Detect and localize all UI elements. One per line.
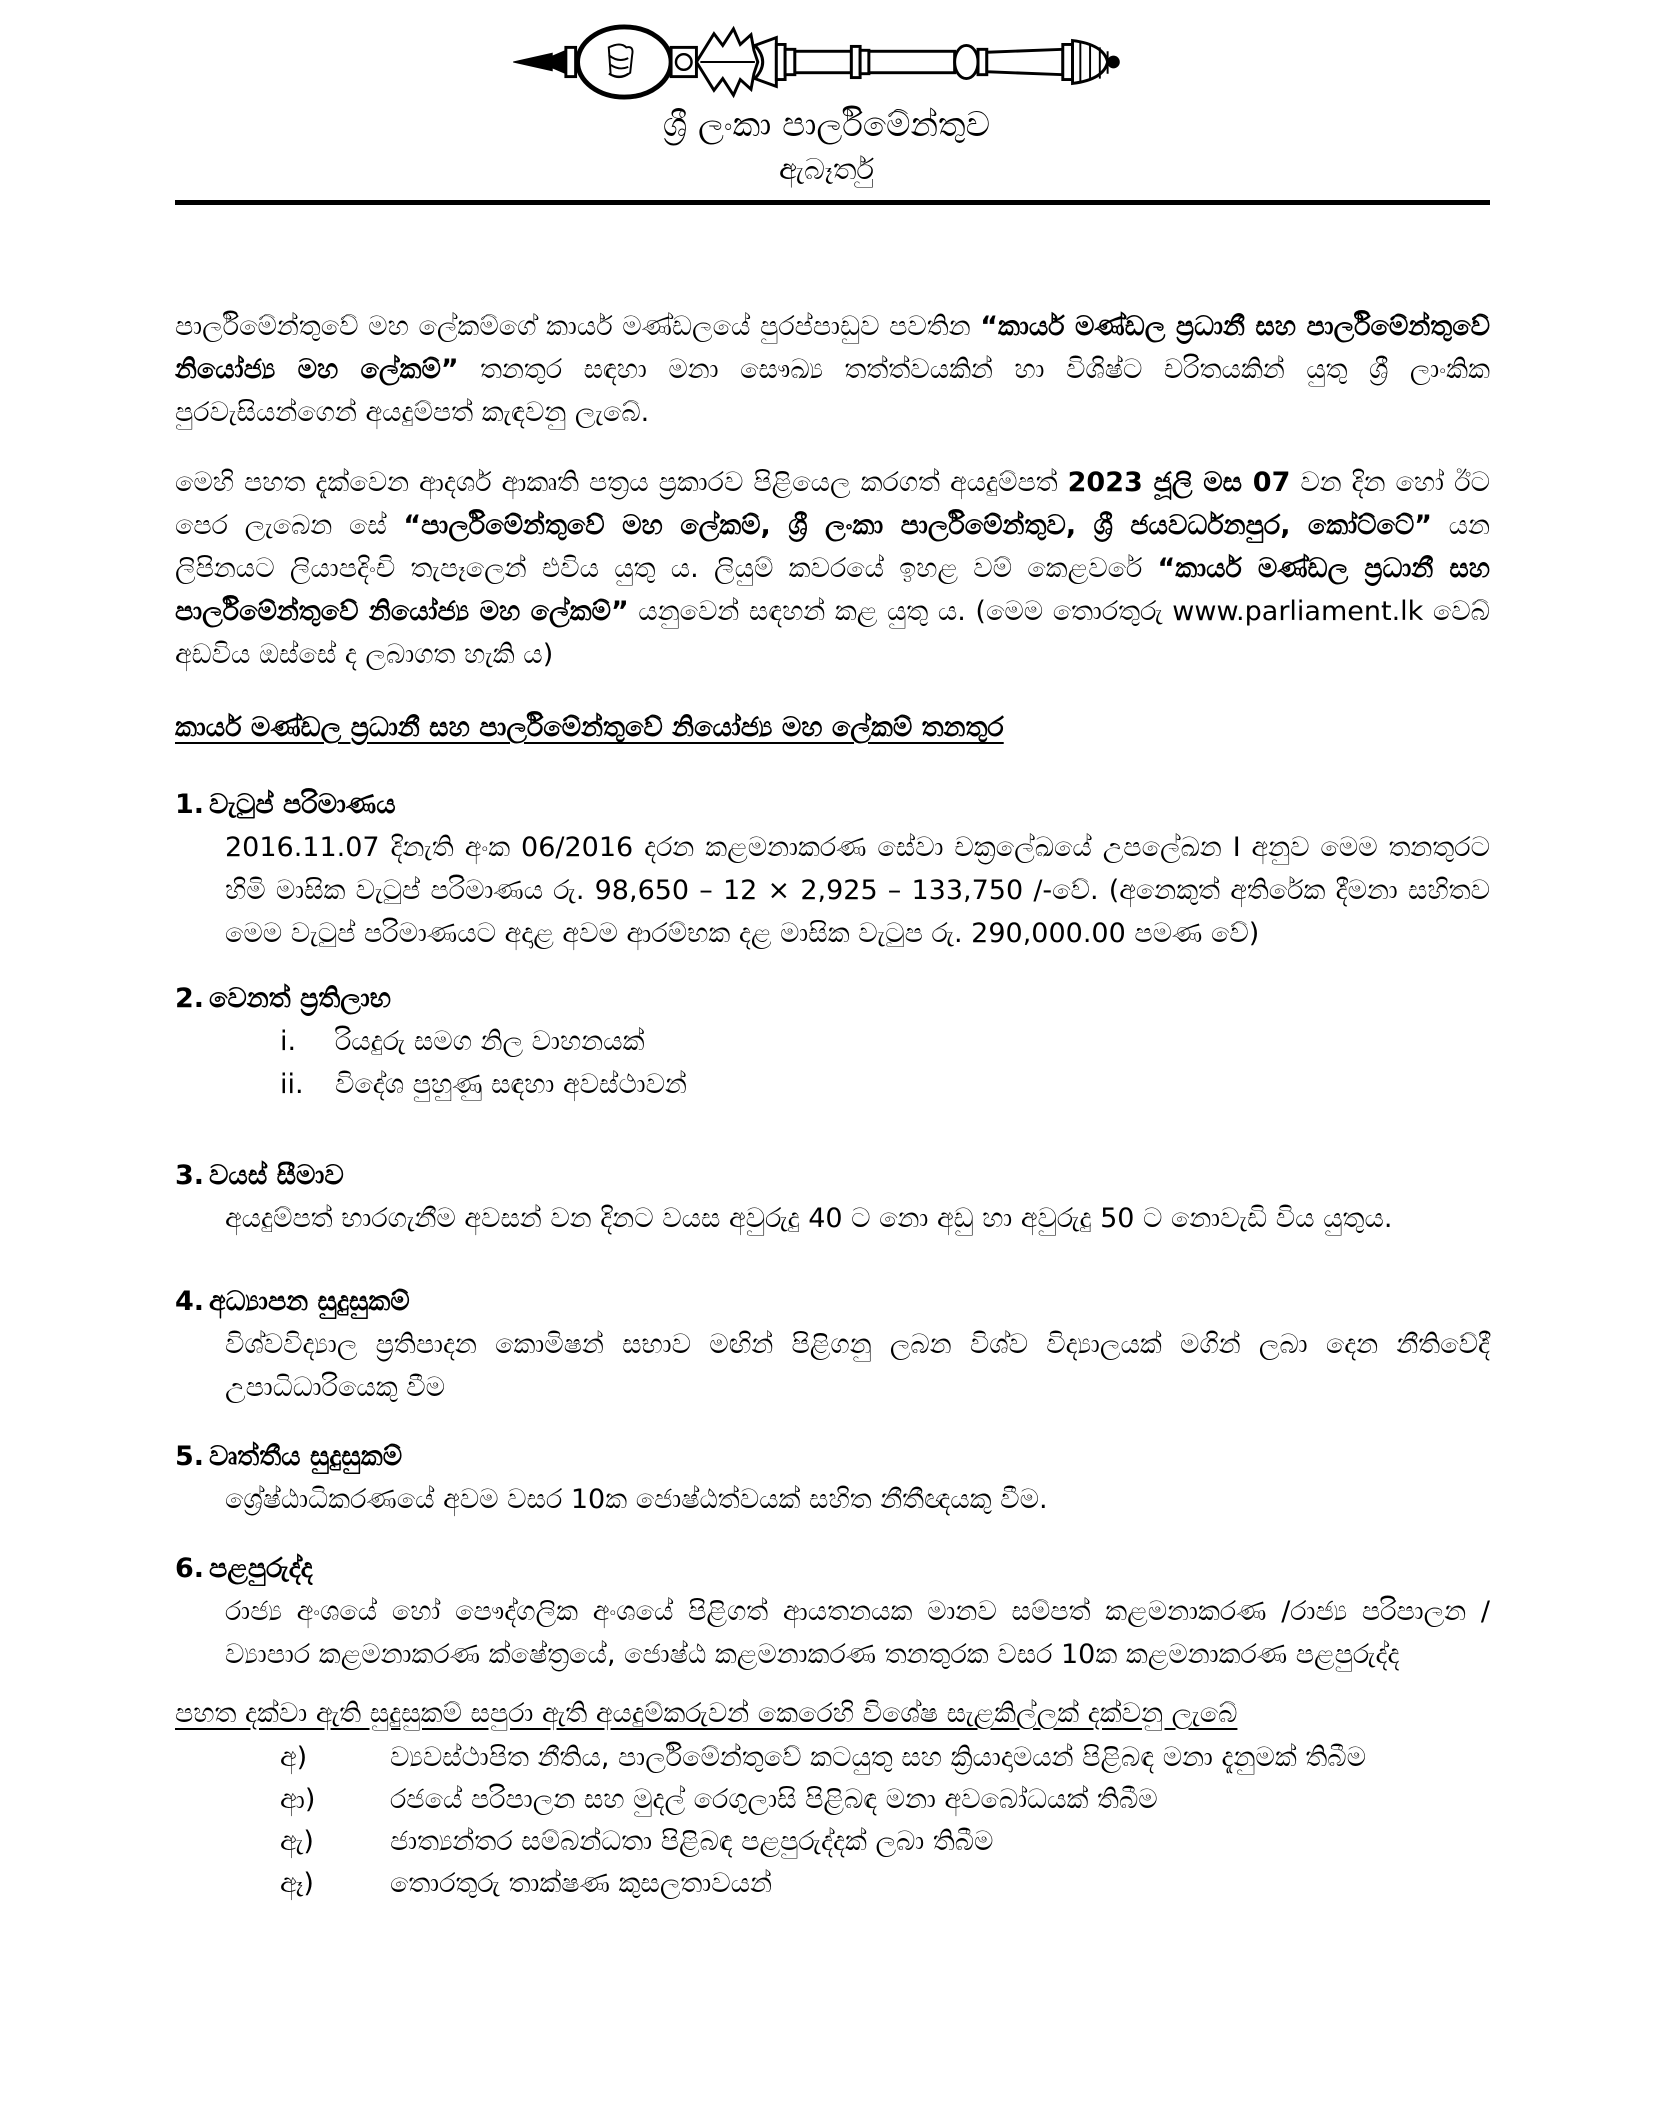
list-item-text: තොරතුරු තාක්ෂණ කුසලතාවයන්	[390, 1868, 772, 1899]
text-run: පාර්ලිමේන්තුවේ මහ ලේකම්ගේ කාර්ය මණ්ඩලයේ පුරප්පාඩුව පවතින	[175, 311, 981, 342]
section-heading	[175, 783, 1490, 826]
section-education-qualifications	[175, 1280, 1490, 1409]
page-subtitle: ඇබෑර්තු	[778, 152, 875, 186]
text-run: යන ලිපිනයට ලියාපදිංචි තැපෑලෙන් එවිය යුතු ය. ලියුම් කවරයේ ඉහළ වම් කෙළවරේ	[175, 510, 1491, 584]
position-name-bold: “කාර්ය මණ්ඩල ප්‍රධානී සහ පාර්ලිමේන්තුවේ නියෝජ්‍ය මහ ලේකම්”	[175, 311, 1490, 385]
section-number: 3.	[175, 1160, 205, 1191]
section-salary	[175, 783, 1490, 955]
section-body: 2016.11.07 දිනැති අංක 06/2016 දරන කළමනාකරණ සේවා චක්‍රලේඛයේ උපලේඛන I අනුව මෙම තනතුරට හිමි මාසික වැටුප් පරිමාණය රු. 98,650 – 12 × 2,925 – 133,750 /-වේ. (අනෙකුත් අතිරේක දීමනා සහිතව මෙම වැටුප් පරිමාණයට අදාළ අවම ආරම්භක දළ මාසික වැටුප රු. 290,000.00 පමණ වේ)	[225, 832, 1490, 949]
list-item	[280, 1063, 1490, 1106]
list-item-text: විදේශ පුහුණු සඳහා අවස්ථාවන්	[335, 1069, 687, 1100]
section-heading	[175, 1280, 1490, 1323]
section-heading	[175, 1154, 1490, 1197]
section-number: 4.	[175, 1286, 205, 1317]
section-title: වයස් සීමාව	[209, 1160, 344, 1191]
list-item-text: රජයේ පරිපාලන සහ මුදල් රෙගුලාසි පිළිබඳ මනා අවබෝධයක් තිබීම	[390, 1784, 1158, 1815]
page-title: ශ්‍රී ලංකා පාර්ලිමේන්තුව	[662, 105, 991, 145]
list-marker: ii.	[280, 1069, 304, 1100]
document-body	[0, 305, 1653, 1905]
section-other-benefits	[175, 977, 1490, 1106]
section-body: අයදුම්පත් භාරගැනීම අවසන් වන දිනට වයස අවුරුදු 40 ට නො අඩු හා අවුරුදු 50 ට නොවැඩි විය යුතුය.	[225, 1203, 1393, 1234]
deadline-date-bold: 2023 ජූලි මස 07	[1067, 467, 1291, 498]
intro-paragraph-1	[175, 305, 1490, 434]
section-title: වැටුප් පරිමාණය	[209, 789, 396, 820]
section-body: රාජ්‍ය අංශයේ හෝ පෞද්ගලික අංශයේ පිළිගත් ආයතනයක මානව සම්පත් කළමනාකරණ /රාජ්‍ය පරිපාලන /ව්‍යාපාර කළමනාකරණ ක්ෂේත්‍රයේ, ජොෂ්ඨ කළමනාකරණ තනතුරක වසර 10ක කළමනාකරණ පළපුරුද්ද	[225, 1596, 1490, 1670]
postal-address-bold: “පාර්ලිමේන්තුවේ මහ ලේකම්, ශ්‍රී ලංකා පාර්ලිමේන්තුව, ශ්‍රී ජයවර්ධනපුර, කෝට්ටේ”	[403, 510, 1433, 541]
list-marker: ආ)	[280, 1784, 316, 1815]
section-heading	[175, 977, 1490, 1020]
list-item	[280, 1737, 1490, 1779]
list-marker: i.	[280, 1026, 297, 1057]
section-number: 1.	[175, 789, 205, 820]
section-body: විශ්වවිද්‍යාල ප්‍රතිපාදන කොමිෂන් සභාව මඟින් පිළිගනු ලබන විශ්ව විද්‍යාලයක් මගින් ලබා දෙන නීතිවේදී උපාධිධාරියෙකු වීම	[225, 1329, 1490, 1403]
benefits-list	[280, 1020, 1490, 1106]
section-title: වෘත්තීය සුදුසුකම්	[209, 1441, 403, 1472]
list-item-text: ජාත්‍යන්තර සම්බන්ධතා පිළිබඳ පළපුරුද්දක් ලබා තිබීම	[390, 1826, 994, 1857]
section-heading	[175, 1547, 1490, 1590]
list-marker: ඇ)	[280, 1826, 314, 1857]
section-title: අධ්‍යාපන සුදුසුකම්	[209, 1286, 410, 1317]
special-consideration-note: පහත දක්වා ඇති සුදුසුකම් සපුරා ඇති අයදුම්කරුවන් කෙරෙහි විශේෂ සැළකිල්ලක් දක්වනු ලැබේ	[175, 1698, 1238, 1729]
section-number: 2.	[175, 983, 205, 1014]
list-item	[280, 1779, 1490, 1821]
list-item-text: රියදුරු සමග නිල වාහනයක්	[335, 1026, 645, 1057]
list-marker: අ)	[280, 1742, 308, 1773]
parliament-mace-icon	[497, 24, 1157, 100]
position-heading: කාර්ය මණ්ඩල ප්‍රධානී සහ පාර්ලිමේන්තුවේ නියෝජ්‍ය මහ ලේකම් තනතුර	[175, 712, 1004, 743]
envelope-label-bold: “කාර්ය මණ්ඩල ප්‍රධානී සහ පාර්ලිමේන්තුවේ නියෝජ්‍ය මහ ලේකම්”	[175, 553, 1490, 627]
section-number: 5.	[175, 1441, 205, 1472]
list-marker: ඈ)	[280, 1868, 314, 1899]
section-age-limit	[175, 1154, 1490, 1240]
list-item	[280, 1020, 1490, 1063]
text-run: මෙහි පහත දැක්වෙන ආදර්ශ ආකෘති පත්‍රය ප්‍රකාරව පිළියෙල කරගත් අයදුම්පත්	[175, 467, 1068, 498]
list-item	[280, 1863, 1490, 1905]
section-heading	[175, 1435, 1490, 1478]
section-professional-qualifications	[175, 1435, 1490, 1521]
header-divider	[175, 200, 1490, 205]
document-header	[0, 0, 1653, 188]
list-item	[280, 1821, 1490, 1863]
intro-paragraph-2	[175, 461, 1490, 676]
text-run: තනතුර සඳහා මනා සෞඛ්‍ය තත්ත්වයකින් හා විශිෂ්ට චරිතයකින් යුතු ශ්‍රී ලාංකික පුරවැසියන්ගෙන් අයදුම්පත් කැඳවනු ලැබේ.	[175, 354, 1491, 428]
section-title: පළපුරුද්ද	[209, 1553, 313, 1584]
text-run: යනුවෙන් සඳහන් කළ යුතු ය. (මෙම තොරතුරු www.parliament.lk වෙබ් අඩවිය ඔස්සේ ද ලබාගත හැකි ය)	[175, 596, 1490, 670]
preferred-qualifications-list	[175, 1737, 1490, 1905]
list-item-text: ව්‍යවස්ථාපිත නීතිය, පාර්ලිමේන්තුවේ කටයුතු සහ ක්‍රියාදාමයන් පිළිබඳ මනා දැනුමක් තිබීම	[390, 1742, 1366, 1773]
section-number: 6.	[175, 1553, 205, 1584]
text-run: වන දින හෝ ඊට පෙර ලැබෙන සේ	[175, 467, 1490, 541]
section-experience	[175, 1547, 1490, 1676]
section-body: ශ්‍රේෂ්ඨාධිකරණයේ අවම වසර 10ක ජොෂ්ඨත්වයක් සහිත නීතීඥයකු වීම.	[225, 1484, 1048, 1515]
section-title: වෙනත් ප්‍රතිලාභ	[209, 983, 391, 1014]
